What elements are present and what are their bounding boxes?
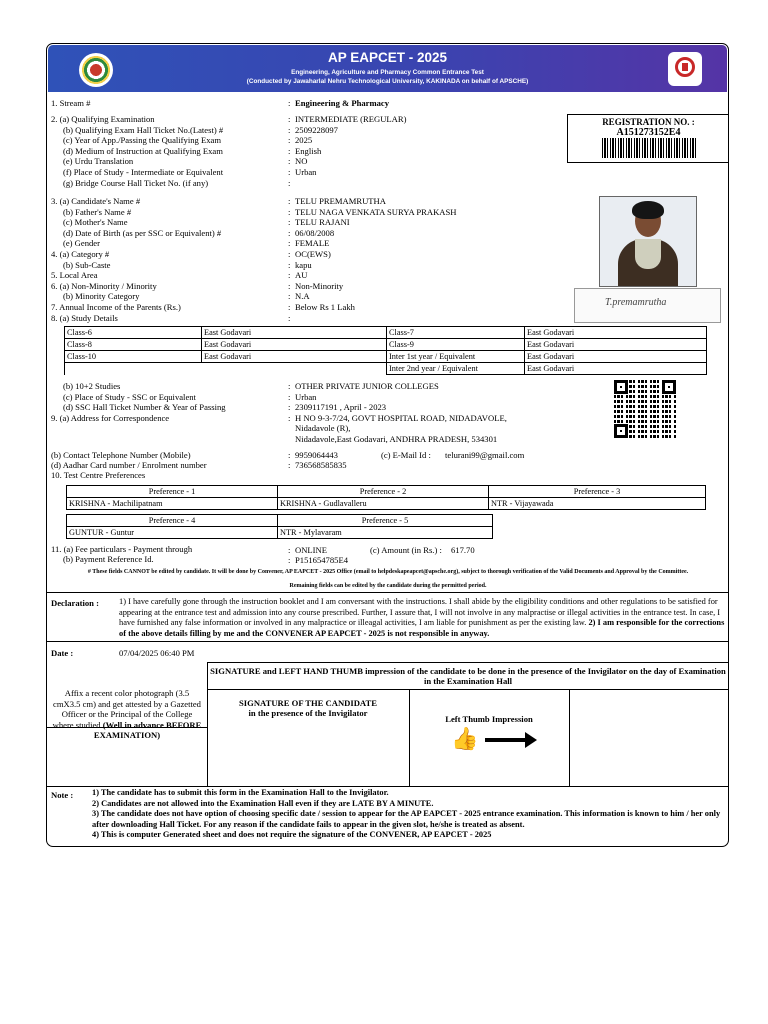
- field-value: 06/08/2008: [295, 227, 335, 238]
- field-label: 9. (a) Address for Correspondence: [51, 412, 170, 423]
- field-value: N.A: [295, 291, 310, 302]
- field-value: TELU NAGA VENKATA SURYA PRAKASH: [295, 206, 457, 217]
- pref-3-value: NTR - Vijayawada: [489, 498, 706, 510]
- photo-affix-bold: (Well in advance BEFORE EXAMINATION): [93, 719, 202, 741]
- aadhar-label: (d) Aadhar Card number / Enrolment number: [51, 460, 207, 470]
- table-cell: East Godavari: [202, 351, 387, 363]
- field-colon: :: [288, 381, 291, 391]
- pref-1-value: KRISHNA - Machilipatnam: [67, 498, 278, 510]
- field-value: 2509228097: [295, 124, 338, 135]
- field-label: 4. (a) Category #: [51, 249, 110, 259]
- note-item: 1) The candidate has to submit this form in the Examination Hall to the Invigilator.: [92, 788, 389, 797]
- phone-label: (b) Contact Telephone Number (Mobile): [51, 450, 191, 460]
- field-value: INTERMEDIATE (REGULAR): [295, 114, 407, 124]
- table-cell: Class-9: [387, 339, 525, 351]
- payment-ref-label: (b) Payment Reference Id.: [63, 554, 154, 564]
- amount-label: (c) Amount (in Rs.) :: [370, 545, 442, 555]
- field-colon: :: [288, 249, 291, 259]
- field-label: 7. Annual Income of the Parents (Rs.): [51, 302, 181, 312]
- field-label: (e) Gender: [63, 238, 100, 249]
- field-colon: :: [288, 238, 291, 249]
- field-colon: :: [288, 167, 291, 177]
- table-cell: Class-8: [65, 339, 202, 351]
- fee-label: 11. (a) Fee particulars - Payment through: [51, 544, 193, 554]
- field-colon: :: [288, 280, 291, 291]
- payment-ref-value: P151654785E4: [295, 555, 348, 565]
- field-colon: :: [288, 114, 291, 124]
- notes-list: [92, 788, 722, 841]
- thumb-impression-label: Left Thumb Impression: [445, 714, 533, 724]
- pref-3-header: Preference - 3: [489, 486, 706, 498]
- table-cell: Class-7: [387, 327, 525, 339]
- field-label: (b) Sub-Caste: [63, 259, 111, 270]
- field-value: 2309117191 , April - 2023: [295, 402, 387, 413]
- field-colon: :: [288, 124, 291, 135]
- registration-number: A151273152E4: [616, 127, 681, 138]
- pref-5-value: NTR - Mylavaram: [278, 527, 493, 539]
- photo-affix-note: [51, 688, 203, 741]
- field-colon: :: [288, 291, 291, 302]
- field-label: 8. (a) Study Details: [51, 312, 118, 323]
- field-colon: :: [288, 312, 291, 323]
- exam-subtitle: Engineering, Agriculture and Pharmacy Common Entrance Test: [291, 69, 484, 76]
- conducted-by: (Conducted by Jawaharlal Nehru Technological University, KAKINADA on behalf of APSCHE): [246, 78, 529, 85]
- application-form: AP EAPCET - 2025 Engineering, Agriculture and Pharmacy Common Entrance Test (Conducted by Jawaharlal Nehru Technological University, KAKINADA on behalf of APSCHE) 1. Stream # : Engineering & Pharmacy REGISTRATION NO. : A151273152E4 2. (a) Qualifying Examination : INTERMEDIATE (REGULAR) (b) Qualifying Exam Hall Ticket No.(Latest) # : 2509228097 (c) Year of App./Passing the Qualifying Exam : 2025 (d) Medium of Instruction at Qualifying Exam : English (e) Urdu Translation : NO (f) Place of Study - Intermediate or Equivalent : Urban (g) Bridge Course Hall Ticket No. (if any) : T.premamrutha 3. (a) Candidate's Name # : TELU PREMAMRUTHA (b) Father's Name # : TELU NAGA VENKATA SURYA PRAKASH (c) Mother's Name : TELU RAJANI (d) Date of Birth (as per SSC or Equivalent) # : 06/08/2008 (e) Gender : FEMALE 4. (a) Category # : OC(EWS) (b) Sub-Caste : kapu 5. Local Area : AU 6. (a) Non-Minority / Minority : Non-Minority (b) Minority Category : N.A 7. Annual Income of the Parents (Rs.) : Below Rs 1 Lakh 8. (a) Study Details : Class-6 East Godavari Class-7 East Godavari Class-8 East Godavari Class-9 East Godavari Class-10 East Godavari Inter 1st year / Equivalent East Godavari Inter 2nd year / Equivalent East Godavari (b) 10+2 Studies : OTHER PRIVATE JUNIOR COLLEGES (c) Place of Study - SSC or Equivalent : Urban (d) SSC Hall Ticket Number & Year of Passing : 2309117191 , April - 2023 9. (a) Address for Correspondence : H NO 9-3-7/24, GOVT HOSPITAL ROAD, NIDADAVOLE, Nidadavole (R), Nidadavole,East Godavari, ANDHRA PRADESH, 534301 (b) Contact Telephone Number (Mobile) : 9959064443 (c) E-Mail Id : telurani99@gmail.com (d) Aadhar Card number / Enrolment number : 736568585835 10. Test Centre Preferences Preference - 1 Preference - 2 Preference - 3 KRISHNA - Machilipatnam KRISHNA - Gudlavalleru NTR - Vijayawada Preference - 4 Preference - 5 GUNTUR - Guntur NTR - Mylavaram 11. (a) Fee particulars - Payment through : ONLINE (c) Amount (in Rs.) : 617.70 (b) Payment Reference Id. : P151654785E4 # These fields CANNOT be edited by candidate. It will be done by Convener, AP EAPCET - 2025 Office (email to helpdeskapeapcet@apsche.org), subject to thorough verification of the Valid Documents and Approval by the Committee. Remaining fields can be edited by the candidate during the permitted period. Declaration : 1) I have carefully gone through the instruction booklet and I am conversant with the instructions. I shall abide by the eligibility conditions and other regulations to be satisfied for appearing at the entrance test and admission into any course prescribed. Further, I assure that, I will not involve in any malpractise or illegal activities in the entrance test. In case, I have furnished any false information or involved in any malpractice or illeagal activities, I am liable for punishment as per the existing law. 2) I am responsible for the corrections of the above details filling by me and the CONVENER AP EAPCET - 2025 is not responsible in anyway. Date : 07/04/2025 06:40 PM SIGNATURE and LEFT HAND THUMB impression of the candidate to be done in the presence of the Invigilator on the day of Examination in the Examination Hall SIGNATURE OF THE CANDIDATE in the presence of the Invigilator Left Thumb Impression 👍 Affix a recent color photograph (3.5 cmX3.5 cm) and get attested by a Gazetted Officer or the Principal of the College where studied (Well in advance BEFORE EXAMINATION) Note : 1) The candidate has to submit this form in the Examination Hall to the Invigilator. 2) Candidates are not allowed into the Examination Hall even if they are LATE BY A MINUTE. 3) The candidate does not have option of choosing specific date / session to appear for the AP EAPCET - 2025 entrance examination. This information is known to him / her only after downloading Hall Ticket. For any reason if the candidate fails to appear in the given slot, he/she is treated as absent. 4) This is computer Generated sheet and does not require the signature of the CONVENER, AP EAPCET - 2025: [46, 43, 729, 847]
- field-value: TELU RAJANI: [295, 217, 350, 228]
- field-value: English: [295, 145, 322, 156]
- table-cell: Inter 2nd year / Equivalent: [387, 363, 525, 375]
- field-label: (d) Medium of Instruction at Qualifying Exam: [63, 145, 223, 156]
- pref-2-value: KRISHNA - Gudlavalleru: [278, 498, 489, 510]
- field-value: kapu: [295, 259, 312, 270]
- table-cell: [202, 363, 387, 375]
- aadhar-value: 736568585835: [295, 460, 347, 470]
- pref-4-header: Preference - 4: [67, 515, 278, 527]
- field-colon: :: [288, 227, 291, 238]
- field-colon: :: [288, 259, 291, 270]
- field-colon: :: [288, 206, 291, 217]
- field-value: OC(EWS): [295, 249, 331, 259]
- address-line-2: Nidadavole (R),: [295, 423, 351, 433]
- field-label: (b) Qualifying Exam Hall Ticket No.(Latest) #: [63, 124, 224, 135]
- date-value: 07/04/2025 06:40 PM: [119, 648, 195, 658]
- footnote-remaining: Remaining fields can be edited by the candidate during the permitted period.: [289, 583, 487, 589]
- address-line-3: Nidadavole,East Godavari, ANDHRA PRADESH, 534301: [295, 434, 498, 444]
- field-value: 2025: [295, 135, 313, 146]
- field-label: (d) SSC Hall Ticket Number & Year of Passing: [63, 402, 226, 413]
- preferences-table-row2: [66, 514, 493, 539]
- field-label: 3. (a) Candidate's Name #: [51, 196, 141, 206]
- date-label: Date :: [51, 648, 74, 658]
- table-cell: East Godavari: [525, 327, 707, 339]
- table-cell: East Godavari: [202, 327, 387, 339]
- pref-2-header: Preference - 2: [278, 486, 489, 498]
- field-value: AU: [295, 270, 308, 281]
- field-value: FEMALE: [295, 238, 330, 249]
- candidate-signature-heading: SIGNATURE OF THE CANDIDATE: [239, 698, 377, 708]
- email-label: (c) E-Mail Id :: [381, 450, 431, 460]
- table-cell: East Godavari: [202, 339, 387, 351]
- qr-code: [614, 380, 676, 438]
- field-value: TELU PREMAMRUTHA: [295, 196, 386, 206]
- field-colon: :: [288, 302, 291, 312]
- pref-1-header: Preference - 1: [67, 486, 278, 498]
- field-value: Non-Minority: [295, 280, 344, 291]
- table-cell: Class-10: [65, 351, 202, 363]
- field-value: Urban: [295, 167, 317, 177]
- field-value: Below Rs 1 Lakh: [295, 302, 355, 312]
- barcode: [602, 138, 698, 158]
- thumbs-up-icon: 👍: [451, 726, 479, 751]
- note-item: 3) The candidate does not have option of choosing specific date / session to appear for the AP EAPCET - 2025 entrance examination. This information is known to him / her only after downloading Hall Ticket. For any reason if the candidate fails to appear in the given slot, he/she is treated as absent.: [92, 809, 721, 829]
- email-value: telurani99@gmail.com: [445, 450, 525, 460]
- pref-5-header: Preference - 5: [278, 515, 493, 527]
- declaration-label: Declaration :: [51, 598, 99, 608]
- field-colon: :: [288, 135, 291, 146]
- field-label: (c) Mother's Name: [63, 217, 128, 228]
- field-label: 6. (a) Non-Minority / Minority: [51, 280, 157, 291]
- footnote-edit: # These fields CANNOT be edited by candidate. It will be done by Convener, AP EAPCET - 2025 Office (email to helpdeskapeapcet@apsche.org), subject to thorough verification of the Valid Documents and Approval by the Committee.: [87, 569, 689, 575]
- field-label: (c) Place of Study - SSC or Equivalent: [63, 391, 196, 402]
- table-cell: Class-6: [65, 327, 202, 339]
- field-label: 2. (a) Qualifying Examination: [51, 114, 155, 124]
- table-cell: East Godavari: [525, 351, 707, 363]
- phone-value: 9959064443: [295, 450, 338, 460]
- field-colon: :: [288, 156, 291, 167]
- field-colon: :: [288, 391, 291, 402]
- field-colon: :: [288, 217, 291, 228]
- fee-mode: ONLINE: [295, 545, 327, 555]
- field-label: 5. Local Area: [51, 270, 98, 281]
- field-colon: :: [288, 270, 291, 281]
- declaration-bold: 2) I am responsible for the corrections of the above details filling by me and the CONVENER AP EAPCET - 2025 is not responsible in anyway.: [119, 618, 725, 638]
- apsche-logo-icon: [668, 52, 702, 86]
- field-value: Urban: [295, 391, 317, 402]
- note-item: 4) This is computer Generated sheet and does not require the signature of the CONVENER, AP EAPCET - 2025: [92, 830, 492, 840]
- field-colon: :: [288, 177, 291, 188]
- candidate-signature: T.premamrutha: [574, 288, 721, 323]
- table-cell: East Godavari: [525, 363, 707, 375]
- photo-affix-text: Affix a recent color photograph (3.5 cmX3.5 cm) and get attested by a Gazetted Officer or the Principal of the College where studied: [52, 688, 201, 730]
- field-value: H NO 9-3-7/24, GOVT HOSPITAL ROAD, NIDADAVOLE,: [295, 412, 507, 423]
- stream-label: 1. Stream #: [51, 98, 91, 108]
- field-label: (b) 10+2 Studies: [63, 381, 121, 391]
- pref-4-value: GUNTUR - Guntur: [67, 527, 278, 539]
- amount-value: 617.70: [451, 545, 475, 555]
- field-value: OTHER PRIVATE JUNIOR COLLEGES: [295, 381, 439, 391]
- exam-title: AP EAPCET - 2025: [327, 50, 448, 65]
- signature-heading: SIGNATURE and LEFT HAND THUMB impression of the candidate to be done in the presence of the Invigilator on the day of Examination in the Examination Hall: [210, 666, 726, 686]
- candidate-photo: [599, 196, 697, 287]
- table-row: [65, 363, 707, 375]
- stream-value: Engineering & Pharmacy: [295, 98, 390, 108]
- table-cell: [65, 363, 202, 375]
- declaration-body: 1) I have carefully gone through the instruction booklet and I am conversant with the instructions. I shall abide by the eligibility conditions and other regulations to be satisfied for appearing at the entrance test and admission into any course prescribed. Further, I assure that, I will not involve in any malpractise or illegal activities in the entrance test. In case, I have furnished any false information or involved in any malpractice or illeagal activities, I am liable for punishment as per the existing law.: [119, 597, 721, 628]
- field-colon: :: [288, 402, 291, 413]
- field-value: NO: [295, 156, 308, 167]
- declaration-text: [119, 597, 727, 639]
- field-colon: :: [288, 196, 291, 206]
- registration-label: REGISTRATION NO. :: [602, 117, 695, 127]
- note-item: 2) Candidates are not allowed into the Examination Hall even if they are LATE BY A MINUTE.: [92, 798, 434, 808]
- field-colon: :: [288, 412, 291, 423]
- registration-box: [567, 114, 729, 163]
- test-centre-label: 10. Test Centre Preferences: [51, 470, 146, 480]
- table-cell: East Godavari: [525, 339, 707, 351]
- table-row: [65, 339, 707, 351]
- field-label: (f) Place of Study - Intermediate or Equivalent: [63, 167, 224, 177]
- table-cell: Inter 1st year / Equivalent: [387, 351, 525, 363]
- study-details-table: [64, 326, 707, 375]
- preferences-table-row1: [66, 485, 706, 510]
- field-label: (e) Urdu Translation: [63, 156, 134, 167]
- field-label: (d) Date of Birth (as per SSC or Equivalent) #: [63, 227, 222, 238]
- candidate-signature-sub: in the presence of the Invigilator: [248, 708, 368, 718]
- note-label: Note :: [51, 790, 74, 800]
- header-banner: [48, 45, 727, 92]
- field-colon: :: [288, 145, 291, 156]
- field-label: (c) Year of App./Passing the Qualifying Exam: [63, 135, 222, 146]
- field-label: (b) Father's Name #: [63, 206, 132, 217]
- field-label: (b) Minority Category: [63, 291, 140, 302]
- table-row: [65, 351, 707, 363]
- arrow-right-icon: [485, 738, 525, 742]
- field-label: (g) Bridge Course Hall Ticket No. (if any): [63, 177, 209, 188]
- table-row: [65, 327, 707, 339]
